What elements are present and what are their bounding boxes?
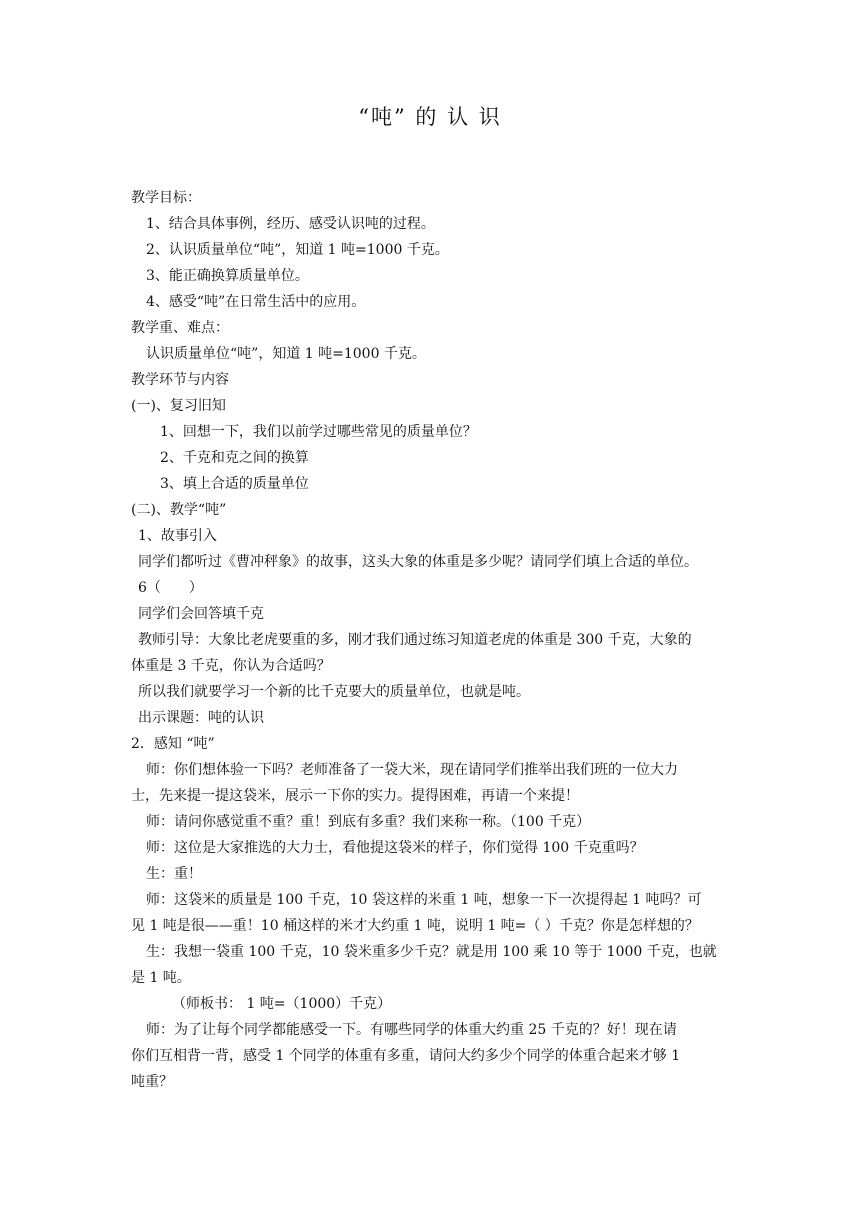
board-note: （师板书： 1 吨=（1000）千克） (172, 996, 392, 1012)
paragraph-line: 师：这袋米的质量是 100 千克，10 袋这样的米重 1 吨，想象一下一次提得起 1 吨吗？可 (146, 892, 702, 908)
paragraph-line: 所以我们就要学习一个新的比千克要大的质量单位，也就是吨。 (138, 684, 530, 700)
section-heading: 教学重、难点： (131, 320, 229, 336)
paragraph-line: 师：你们想体验一下吗？老师准备了一袋大米，现在请同学们推举出我们班的一位大力 (146, 762, 678, 778)
list-item: 4、感受“吨”在日常生活中的应用。 (146, 294, 366, 310)
paragraph-line: 出示课题：吨的认识 (138, 710, 264, 726)
paragraph-line: 师：请问你感觉重不重？重！到底有多重？我们来称一称。（100 千克） (146, 814, 591, 830)
list-item: 3、填上合适的质量单位 (160, 476, 309, 492)
paragraph-line: 吨重？ (131, 1074, 173, 1090)
paragraph-line: 体重是 3 千克，你认为合适吗？ (131, 658, 331, 674)
list-item: 2、千克和克之间的换算 (160, 450, 309, 466)
paragraph-line: 师：为了让每个同学都能感受一下。有哪些同学的体重大约重 25 千克的？好！现在请 (146, 1022, 677, 1038)
list-item: 2．感知 “吨” (131, 736, 215, 752)
list-item: 1、回想一下，我们以前学过哪些常见的质量单位？ (160, 424, 477, 440)
paragraph-line: 生：我想一袋重 100 千克，10 袋米重多少千克？就是用 100 乘 10 等于 1000 千克，也就 (146, 944, 717, 960)
paragraph-line: 师：这位是大家推选的大力士，看他提这袋米的样子，你们觉得 100 千克重吗？ (146, 840, 644, 856)
paragraph-line: 同学们会回答填千克 (138, 606, 264, 622)
paragraph-line: 见 1 吨是很——重！10 桶这样的米才大约重 1 吨，说明 1 吨=（ ）千克？你是怎样想的？ (131, 918, 699, 934)
section-heading: 教学目标： (131, 190, 201, 206)
subsection-heading: (一)、复习旧知 (131, 398, 226, 414)
paragraph-line: 教师引导：大象比老虎要重的多，刚才我们通过练习知道老虎的体重是 300 千克，大象的 (138, 632, 692, 648)
paragraph-line: 你们互相背一背，感受 1 个同学的体重有多重，请问大约多少个同学的体重合起来才够 1 (131, 1048, 681, 1064)
list-item: 1、结合具体事例，经历、感受认识吨的过程。 (146, 216, 435, 232)
paragraph-line: 6（ ） (138, 580, 203, 596)
paragraph-line: 生：重！ (146, 866, 202, 882)
document-title: “吨” 的 认 识 (358, 105, 502, 129)
subsection-heading: (二)、教学“吨” (131, 502, 227, 518)
list-item: 3、能正确换算质量单位。 (146, 268, 309, 284)
list-item: 2、认识质量单位“吨”，知道 1 吨=1000 千克。 (146, 242, 449, 258)
list-item: 1、故事引入 (138, 528, 217, 544)
paragraph-line: 是 1 吨。 (131, 970, 191, 986)
paragraph-line: 认识质量单位“吨”，知道 1 吨=1000 千克。 (146, 346, 426, 362)
section-heading: 教学环节与内容 (131, 372, 229, 388)
paragraph-line: 同学们都听过《曹冲秤象》的故事，这头大象的体重是多少呢？请同学们填上合适的单位。 (138, 554, 698, 570)
paragraph-line: 士，先来提一提这袋米，展示一下你的实力。提得困难，再请一个来提！ (131, 788, 579, 804)
